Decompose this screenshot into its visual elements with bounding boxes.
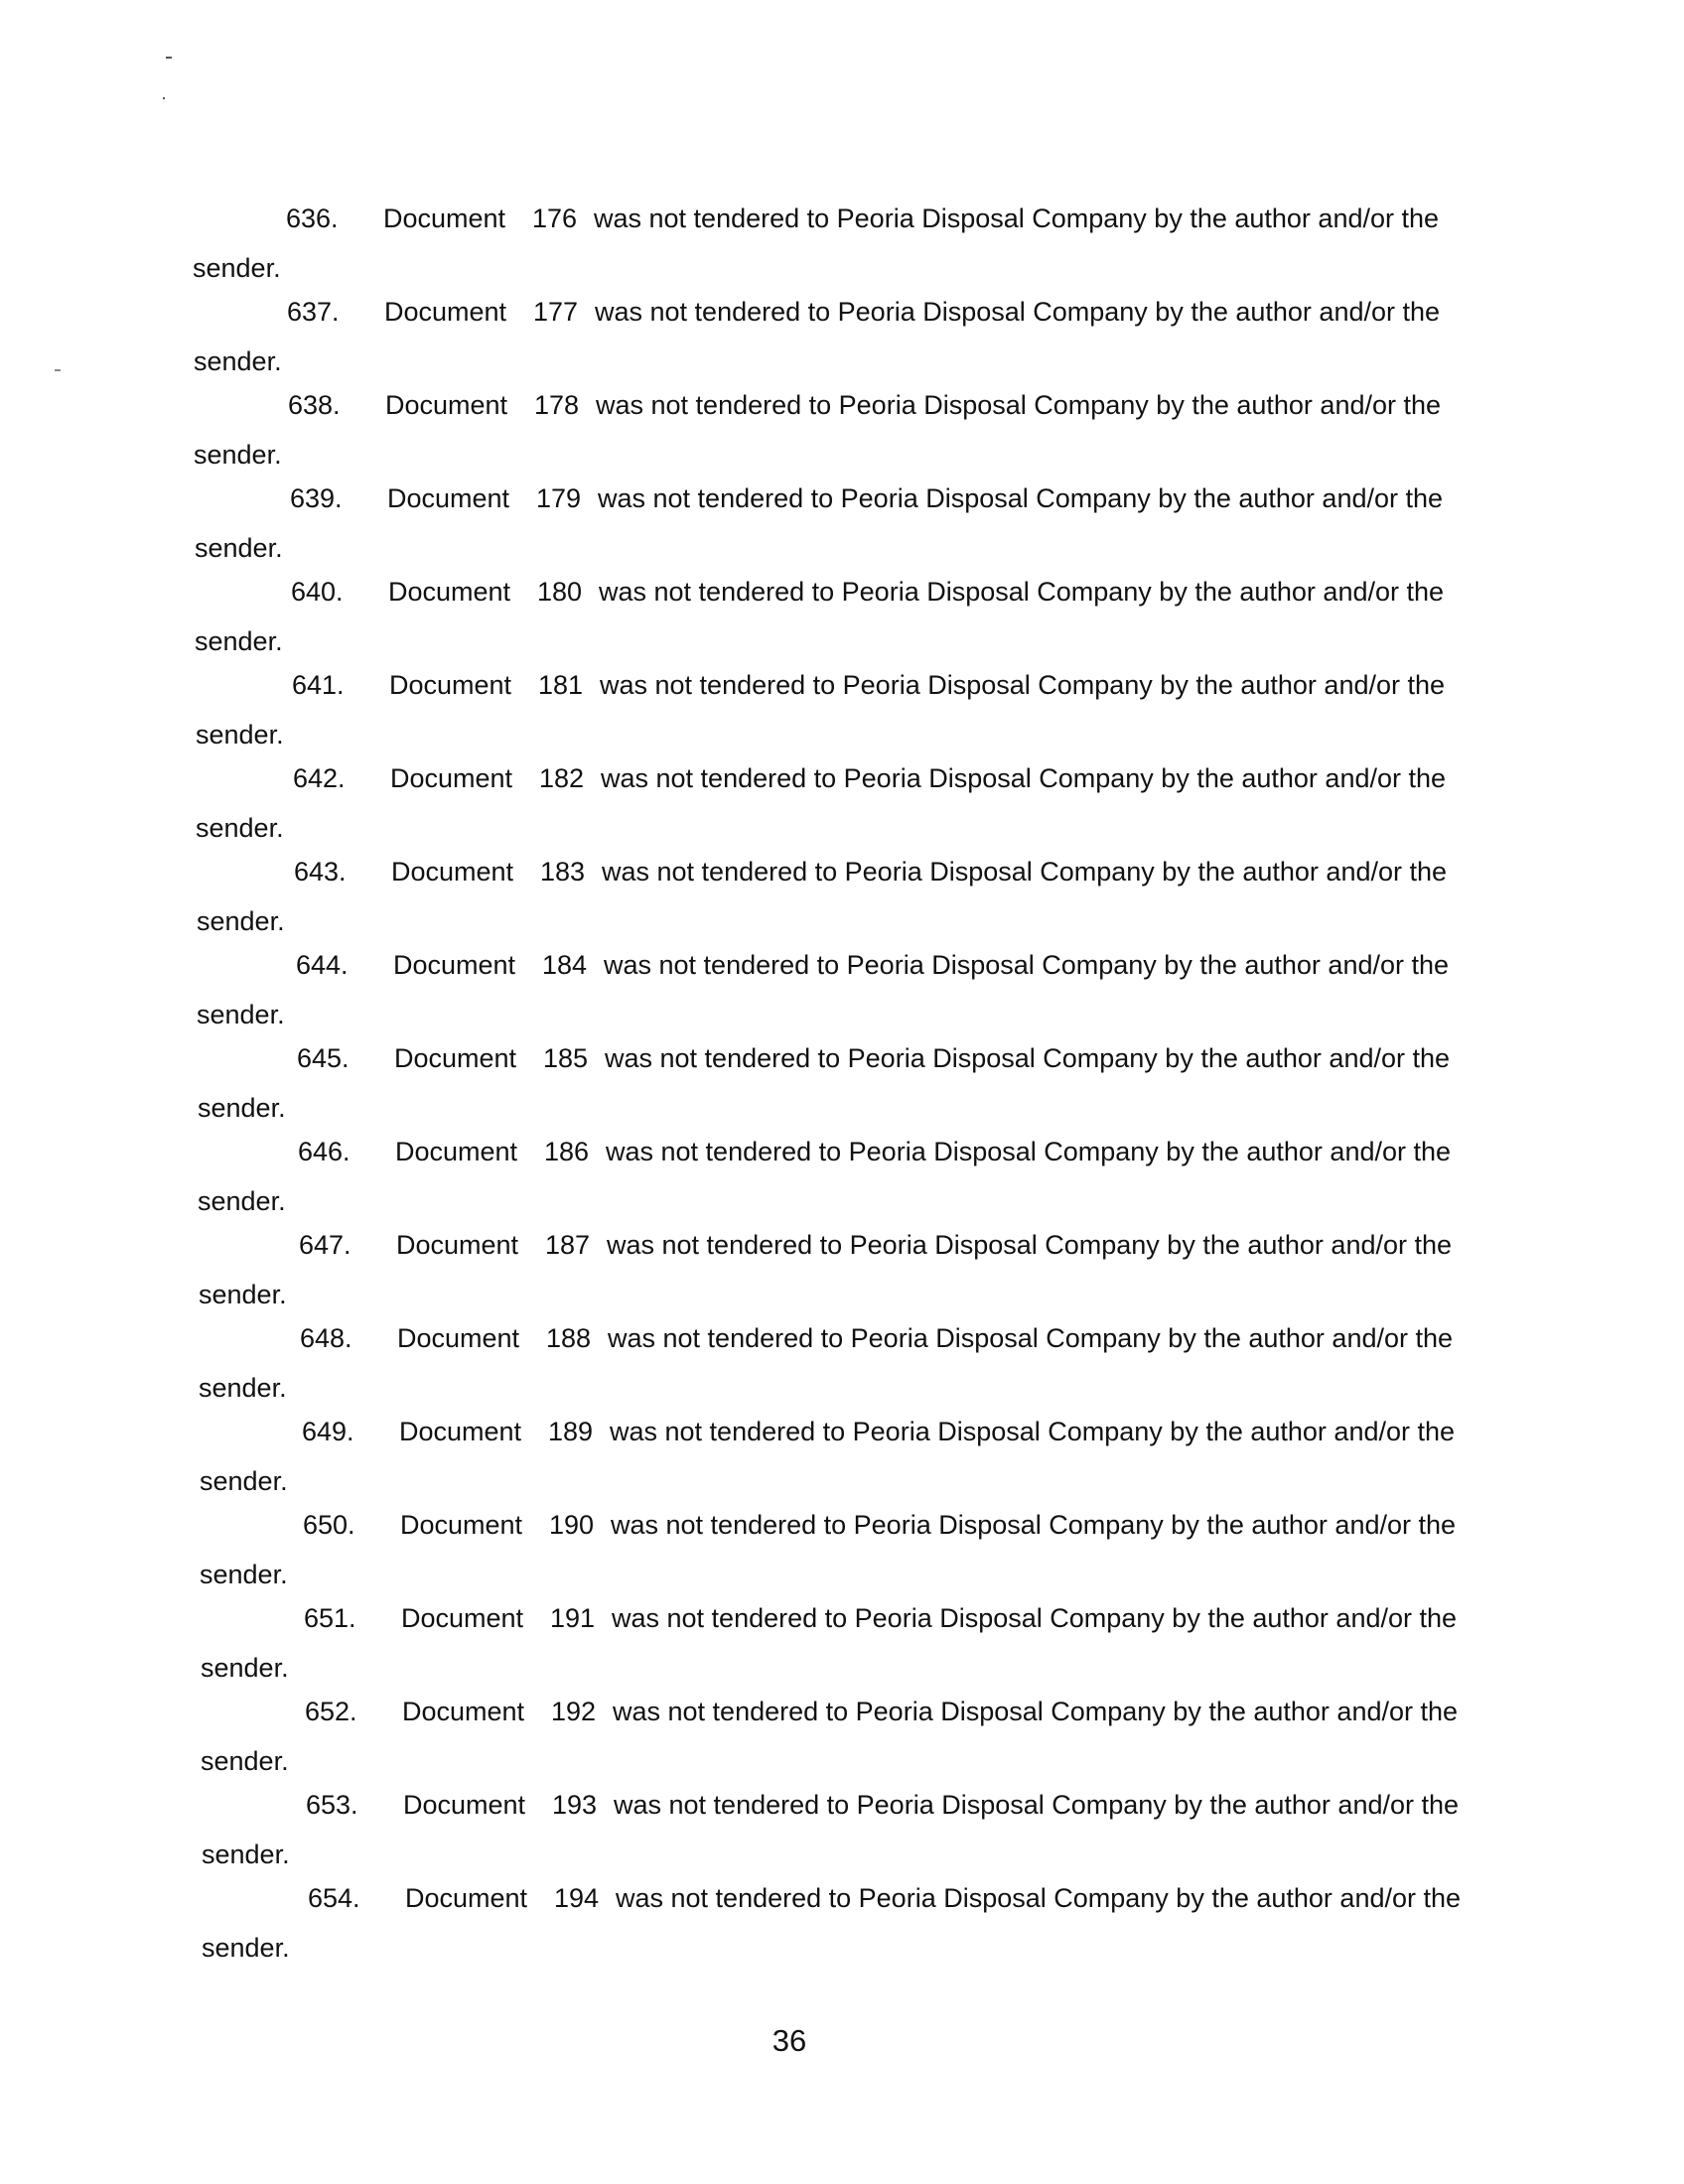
paragraph-text: was not tendered to Peoria Disposal Company by the author and/or the: [612, 1603, 1458, 1633]
paragraph-number: 646.: [298, 1137, 351, 1166]
paragraph-continuation: sender.: [202, 1840, 290, 1869]
document-label: Document: [393, 950, 516, 980]
paragraph-text: was not tendered to Peoria Disposal Company by the author and/or the: [605, 1043, 1451, 1073]
page-number: 36: [772, 2023, 807, 2058]
document-label: Document: [385, 390, 508, 420]
document-number: 189: [548, 1417, 594, 1446]
paragraph-continuation: sender.: [194, 346, 282, 376]
document-number: 181: [538, 670, 584, 700]
numbered-paragraph: [0, 1225, 1684, 1318]
document-label: Document: [388, 577, 511, 607]
numbered-paragraph: [0, 1878, 1684, 1972]
paragraph-number: 648.: [300, 1323, 352, 1353]
document-label: Document: [384, 297, 507, 327]
numbered-paragraph: [0, 852, 1684, 945]
paragraph-number: 638.: [288, 390, 341, 420]
paragraph-continuation: sender.: [197, 906, 285, 936]
paragraph-number: 643.: [294, 857, 347, 887]
scan-artifact: [163, 97, 165, 99]
numbered-paragraph: [0, 1598, 1684, 1692]
document-number: 191: [550, 1603, 596, 1633]
document-label: Document: [387, 483, 510, 513]
document-number: 187: [545, 1230, 591, 1260]
paragraph-number: 639.: [290, 483, 343, 513]
document-label: Document: [391, 857, 514, 887]
paragraph-text: was not tendered to Peoria Disposal Company by the author and/or the: [596, 390, 1442, 420]
paragraph-number: 649.: [302, 1417, 354, 1446]
document-label: Document: [405, 1883, 528, 1913]
paragraph-number: 636.: [286, 204, 339, 233]
paragraph-text: was not tendered to Peoria Disposal Company by the author and/or the: [598, 483, 1444, 513]
paragraph-text: was not tendered to Peoria Disposal Company by the author and/or the: [613, 1697, 1459, 1726]
paragraph-text: was not tendered to Peoria Disposal Company by the author and/or the: [599, 577, 1445, 607]
paragraph-continuation: sender.: [202, 1933, 290, 1963]
document-label: Document: [402, 1697, 525, 1726]
paragraph-number: 645.: [297, 1043, 350, 1073]
numbered-paragraph: [0, 945, 1684, 1038]
document-label: Document: [401, 1603, 524, 1633]
paragraph-number: 653.: [306, 1790, 358, 1820]
paragraph-text: was not tendered to Peoria Disposal Company by the author and/or the: [602, 857, 1448, 887]
document-number: 194: [554, 1883, 600, 1913]
document-label: Document: [395, 1137, 518, 1166]
paragraph-continuation: sender.: [200, 1560, 288, 1589]
numbered-paragraph: [0, 758, 1684, 852]
document-number: 178: [534, 390, 580, 420]
document-label: Document: [394, 1043, 517, 1073]
document-number: 186: [544, 1137, 590, 1166]
paragraph-number: 647.: [299, 1230, 351, 1260]
document-number: 180: [537, 577, 583, 607]
paragraph-text: was not tendered to Peoria Disposal Company by the author and/or the: [594, 204, 1440, 233]
document-number: 179: [536, 483, 582, 513]
paragraph-number: 652.: [305, 1697, 357, 1726]
paragraph-text: was not tendered to Peoria Disposal Company by the author and/or the: [607, 1230, 1453, 1260]
paragraph-text: was not tendered to Peoria Disposal Company by the author and/or the: [610, 1417, 1456, 1446]
paragraph-number: 642.: [293, 763, 346, 793]
document-number: 177: [533, 297, 579, 327]
paragraph-continuation: sender.: [199, 1280, 287, 1309]
document-label: Document: [383, 204, 506, 233]
paragraph-continuation: sender.: [199, 1373, 287, 1403]
document-number: 183: [540, 857, 586, 887]
document-label: Document: [390, 763, 513, 793]
numbered-paragraph: [0, 572, 1684, 665]
paragraph-text: was not tendered to Peoria Disposal Company by the author and/or the: [595, 297, 1441, 327]
paragraph-text: was not tendered to Peoria Disposal Company by the author and/or the: [600, 670, 1446, 700]
document-label: Document: [396, 1230, 519, 1260]
document-number: 190: [549, 1510, 595, 1540]
paragraph-continuation: sender.: [196, 720, 284, 750]
paragraph-text: was not tendered to Peoria Disposal Company by the author and/or the: [614, 1790, 1460, 1820]
document-number: 192: [551, 1697, 597, 1726]
paragraph-text: was not tendered to Peoria Disposal Company by the author and/or the: [611, 1510, 1457, 1540]
paragraph-continuation: sender.: [196, 813, 284, 843]
document-label: Document: [403, 1790, 526, 1820]
numbered-paragraph: [0, 1412, 1684, 1505]
numbered-paragraph: [0, 1785, 1684, 1878]
paragraph-continuation: sender.: [198, 1186, 286, 1216]
paragraph-continuation: sender.: [195, 626, 283, 656]
paragraph-number: 654.: [308, 1883, 360, 1913]
numbered-paragraph: [0, 1318, 1684, 1412]
paragraph-continuation: sender.: [200, 1466, 288, 1496]
paragraph-continuation: sender.: [201, 1746, 289, 1776]
paragraph-text: was not tendered to Peoria Disposal Company by the author and/or the: [616, 1883, 1462, 1913]
paragraph-number: 640.: [291, 577, 344, 607]
document-number: 193: [552, 1790, 598, 1820]
numbered-paragraph: [0, 199, 1684, 292]
numbered-paragraph: [0, 1692, 1684, 1785]
paragraph-number: 641.: [292, 670, 345, 700]
paragraph-continuation: sender.: [193, 253, 281, 283]
numbered-paragraph: [0, 292, 1684, 385]
document-label: Document: [389, 670, 512, 700]
document-number: 176: [532, 204, 578, 233]
document-label: Document: [397, 1323, 520, 1353]
paragraph-text: was not tendered to Peoria Disposal Company by the author and/or the: [604, 950, 1450, 980]
numbered-paragraph: [0, 1038, 1684, 1132]
paragraph-number: 651.: [304, 1603, 356, 1633]
document-label: Document: [399, 1417, 522, 1446]
paragraph-continuation: sender.: [201, 1653, 289, 1683]
numbered-paragraph: [0, 478, 1684, 572]
numbered-paragraph: [0, 665, 1684, 758]
numbered-paragraph: [0, 385, 1684, 478]
paragraph-number: 650.: [303, 1510, 355, 1540]
paragraph-continuation: sender.: [198, 1093, 286, 1123]
paragraph-continuation: sender.: [195, 533, 283, 563]
paragraph-text: was not tendered to Peoria Disposal Company by the author and/or the: [601, 763, 1447, 793]
paragraph-text: was not tendered to Peoria Disposal Company by the author and/or the: [606, 1137, 1452, 1166]
document-label: Document: [400, 1510, 523, 1540]
paragraph-text: was not tendered to Peoria Disposal Company by the author and/or the: [608, 1323, 1454, 1353]
paragraph-continuation: sender.: [197, 1000, 285, 1029]
paragraph-continuation: sender.: [194, 440, 282, 470]
numbered-paragraph: [0, 1132, 1684, 1225]
scan-artifact: [166, 57, 172, 59]
document-number: 188: [546, 1323, 592, 1353]
document-number: 185: [543, 1043, 589, 1073]
document-number: 182: [539, 763, 585, 793]
document-number: 184: [542, 950, 588, 980]
numbered-paragraph: [0, 1505, 1684, 1598]
paragraph-number: 637.: [287, 297, 340, 327]
paragraph-number: 644.: [296, 950, 349, 980]
